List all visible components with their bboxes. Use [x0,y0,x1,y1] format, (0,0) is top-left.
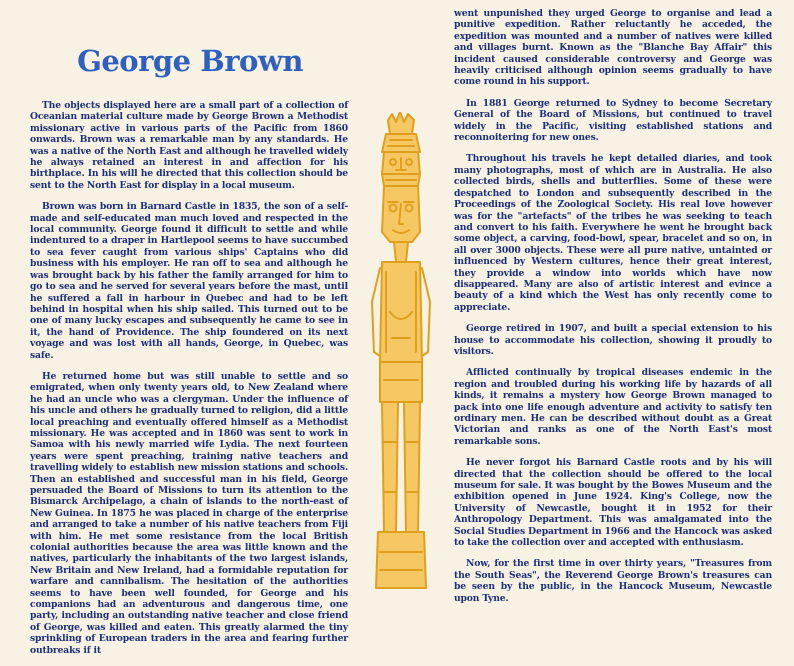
paragraph: Now, for the first time in over thirty years, "Treasures from the South Seas", the Reverend George Brown's treasures can be seen by the public, in the Hancock Museum, Newcastle upon Tyne. [454,558,772,604]
right-text-column [454,8,772,614]
paragraph: George retired in 1907, and built a special extension to his house to accommodate his collection, showing it proudly to visitors. [454,323,772,357]
paragraph: The objects displayed here are a small part of a collection of Oceanian material culture made by George Brown a Methodist missionary active in various parts of the Pacific from 1860 onwards. Brown was a remarkable man by any standards. He was a native of the North East and although he travelled widely he always retained an interest in and affection for his birthplace. In his will he directed that this collection should be sent to the North East for display in a local museum. [30,100,348,191]
carved-figure-illustration [360,112,442,592]
paragraph: Throughout his travels he kept detailed diaries, and took many photographs, most of which are in Australia. He also collected birds, shells and butterflies. Some of these were despatched to London and subsequently described in the Proceedings of the Zoological Society. His real love however was for the "artefacts" of the tribes he was seeking to teach and convert to his faith. Everywhere he went he brought back some object, a carving, food-bowl, spear, bracelet and so on, in all over 3000 objects. These were all pure native, untainted or influenced by Western cultures, hence their great interest, they provide a window into worlds which have now disappeared. Many are also of artistic interest and evince a beauty of a kind which the West has only recently come to appreciate. [454,153,772,313]
paragraph: He returned home but was still unable to settle and so emigrated, when only twenty years old, to New Zealand where he had an uncle who was a clergyman. Under the influence of his uncle and others he gradually turned to religion, did a little local preaching and eventually offered himself as a Methodist missionary. He was accepted and in 1860 was sent to work in Samoa with his newly married wife Lydia. The next fourteen years were spent preaching, training native teachers and travelling widely to establish new mission stations and schools. Then an established and successful man in his field, George persuaded the Board of Missions to turn its attention to the Bismarck Archipelago, a chain of islands to the north-east of New Guinea. In 1875 he was placed in charge of the enterprise and arranged to take a number of his native teachers from Fiji with him. He met some resistance from the local British colonial authorities because the area was little known and the natives, particularly the inhabitants of the two largest islands, New Britain and New Ireland, had a formidable reputation for warfare and cannibalism. The hesitation of the authorities seems to have been well founded, for George and his companions had an adventurous and dangerous time, one party, including an outstanding native teacher and close friend of George, was killed and eaten. This greatly alarmed the tiny sprinkling of European traders in the area and fearing further outbreaks if it [30,370,348,656]
paragraph: went unpunished they urged George to organise and lead a punitive expedition. Rather reluctantly he acceded, the expedition was mounted and a number of natives were killed and villages burnt. Known as the "Blanche Bay Affair" this incident caused considerable controversy and George was heavily criticised although opinion seems gradually to have come round in his support. [454,8,772,88]
paragraph: He never forgot his Barnard Castle roots and by his will directed that the collection should be offered to the local museum for sale. It was bought by the Bowes Museum and the exhibition opened in June 1924. King's College, now the University of Newcastle, bought it in 1952 for their Anthropology Department. This was amalgamated into the Social Studies Department in 1966 and the Hancock was asked to take the collection over and accepted with enthusiasm. [454,457,772,549]
paragraph: Afflicted continually by tropical diseases endemic in the region and troubled during his working life by hazards of all kinds, it remains a mystery how George Brown managed to pack into one life enough adventure and activity to satisfy ten ordinary men. He can be described without doubt as a Great Victorian and ranks as one of the North East's most remarkable sons. [454,367,772,447]
page-title: George Brown [77,44,303,78]
paragraph: Brown was born in Barnard Castle in 1835, the son of a self-made and self-educated man much loved and respected in the local community. George found it difficult to settle and while indentured to a draper in Hartlepool seems to have succumbed to sea fever caught from various ships' Captains who did business with his employer. He ran off to sea and although he was brought back by his father the family arranged for him to go to sea and he served for several years before the mast, until he suffered a fall in harbour in Quebec and had to be left behind in hospital when his ship sailed. This turned out to be one of many lucky escapes and subsequently he came to see in it, the hand of Providence. The ship foundered on its next voyage and was lost with all hands, George, in Quebec, was safe. [30,201,348,361]
left-text-column [30,100,348,666]
paragraph: In 1881 George returned to Sydney to become Secretary General of the Board of Missions, but continued to travel widely in the Pacific, visiting established stations and reconnoitering for new ones. [454,97,772,144]
